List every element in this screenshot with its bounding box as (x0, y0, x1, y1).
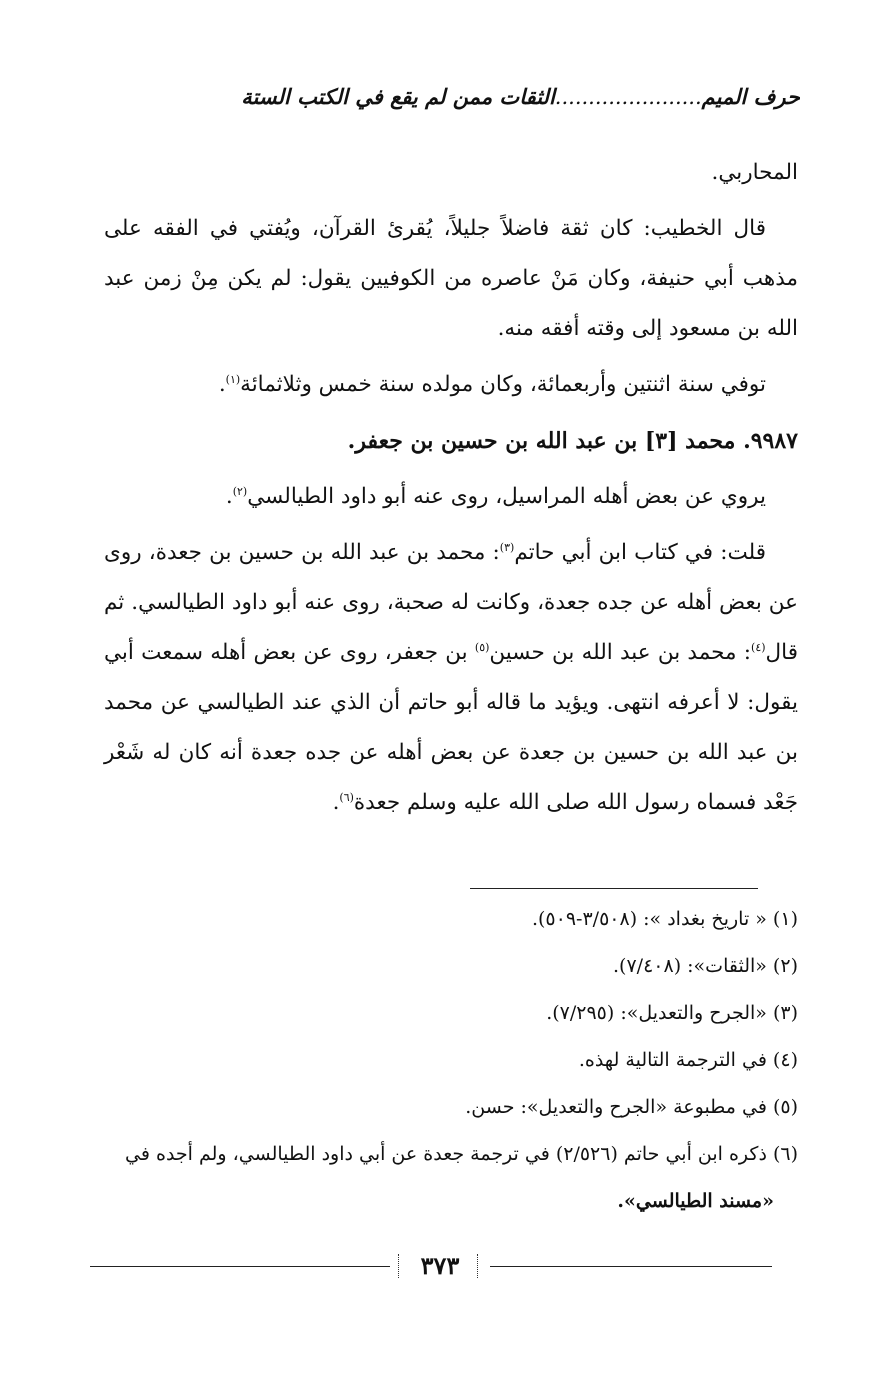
footnotes (104, 896, 798, 1225)
footnote-3: (٣) «الجرح والتعديل»: (٧/٢٩٥). (546, 1002, 798, 1024)
paragraph-5-d: بن جعفر، روى عن بعض أهله سمعت أبي يقول: لا أعرفه انتهى. ويؤيد ما قاله أبو حاتم أن الذي عند الطيالسي عن محمد بن عبد الله بن حسين بن جعدة عن بعض أهله عن جده جعدة أنه كان له شَعْر جَعْد فسماه رسول الله صلى الله عليه وسلم جعدة (104, 640, 798, 815)
paragraph-3-end: . (218, 372, 226, 397)
paragraph-2: قال الخطيب: كان ثقة فاضلاً جليلاً، يُقرئ القرآن، ويُفتي في الفقه على مذهب أبي حنيفة، وكان مَنْ عاصره من الكوفيين يقول: لم يكن مِنْ زمن عبد الله بن مسعود إلى وقته أفقه منه. (104, 216, 798, 341)
paragraph-4-end: . (225, 484, 233, 509)
footnote-ref-1: (١) (225, 372, 241, 386)
paragraph-4-text: يروي عن بعض أهله المراسيل، روى عنه أبو داود الطيالسي (247, 484, 766, 509)
bottom-rule-left (90, 1266, 390, 1267)
footnote-ref-6: (٦) (339, 790, 354, 804)
footnote-ref-4: (٤) (751, 640, 766, 654)
header-book-title: الثقات ممن لم يقع في الكتب الستة (241, 84, 555, 109)
footnote-1: (١) « تاريخ بغداد »: (٣/٥٠٨-٥٠٩). (531, 908, 798, 930)
header-separator: ...................... (554, 85, 702, 109)
main-text (104, 148, 798, 828)
page-number: ٣٧٣ (392, 1246, 488, 1286)
footnote-ref-2: (٢) (232, 484, 248, 498)
footnote-ref-5: (٥) (474, 640, 490, 654)
footnote-divider (470, 888, 758, 889)
paragraph-3 (104, 360, 798, 410)
paragraph-4 (104, 472, 798, 522)
paragraph-5-b: : محمد بن عبد الله بن حسين بن جعدة، روى عن بعض أهله عن جده جعدة، وكانت له صحبة، روى عنه أبو داود الطيالسي. ثم قال (104, 540, 798, 665)
footnote-6-continuation: «مسند الطيالسي». (617, 1190, 774, 1212)
footnote-4: (٤) في الترجمة التالية لهذه. (578, 1049, 798, 1071)
paragraph-5-c: : محمد بن عبد الله بن حسين (489, 640, 752, 665)
paragraph-1: المحاربي. (711, 160, 798, 185)
footnote-ref-3: (٣) (499, 540, 515, 554)
paragraph-5-a: قلت: في كتاب ابن أبي حاتم (514, 540, 766, 565)
footnote-6: (٦) ذكره ابن أبي حاتم (٢/٥٢٦) في ترجمة جعدة عن أبي داود الطيالسي، ولم أجده في (125, 1143, 798, 1165)
footnote-5: (٥) في مطبوعة «الجرح والتعديل»: حسن. (465, 1096, 798, 1118)
paragraph-3-text: توفي سنة اثنتين وأربعمائة، وكان مولده سنة خمس وثلاثمائة (240, 372, 766, 397)
footnote-2: (٢) «الثقات»: (٧/٤٠٨). (613, 955, 798, 977)
header-section: حرف الميم (701, 84, 800, 109)
running-header (100, 84, 800, 118)
paragraph-5 (104, 528, 798, 828)
paragraph-5-end: . (332, 790, 340, 815)
bottom-rule-right (490, 1266, 772, 1267)
entry-heading: ٩٩٨٧. محمد [٣] بن عبد الله بن حسين بن جعفر. (347, 428, 798, 454)
